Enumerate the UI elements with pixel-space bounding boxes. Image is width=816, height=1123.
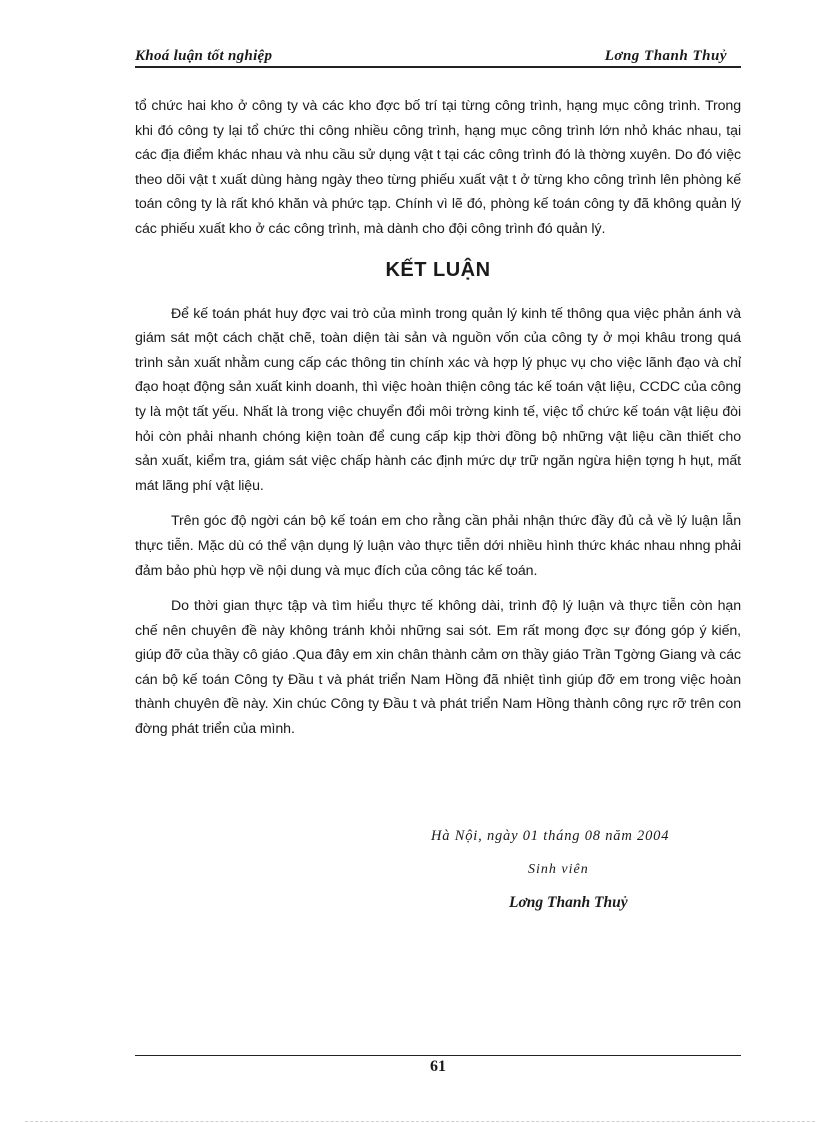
signoff-role: Sinh viên (528, 862, 589, 877)
signoff-date: Hà Nội, ngày 01 tháng 08 năm 2004 (431, 828, 670, 844)
page-number: 61 (430, 1058, 446, 1075)
document-body (135, 94, 741, 742)
footer-divider (135, 1055, 741, 1056)
intro-paragraph: tổ chức hai kho ở công ty và các kho đợc bố trí tại từng công trình, hạng mục công trình. Trong khi đó công ty lại tổ chức thi công nhiều công trình, hạng mục công trình lớn nhỏ khác nhau, tại các địa điểm khác nhau và nhu cầu sử dụng vật t tại các công trình đó là thờng xuyên. Do đó việc theo dõi vật t xuất dùng hàng ngày theo từng phiếu xuất vật t ở từng kho công trình lên phòng kế toán công ty là rất khó khăn và phức tạp. Chính vì lẽ đó, phòng kế toán công ty đã không quản lý các phiếu xuất kho ở các công trình, mà dành cho đội công trình đó quản lý. (135, 98, 741, 237)
page-header (135, 46, 741, 68)
page-break-line (25, 1121, 815, 1122)
signoff-name: Lơng Thanh Thuỷ (509, 894, 628, 911)
conclusion-paragraph-1: Để kế toán phát huy đợc vai trò của mình trong quản lý kinh tế thông qua việc phản ánh và giám sát một cách chặt chẽ, toàn diện tài sản và nguồn vốn của công ty ở mọi khâu trong quá trình sản xuất nhằm cung cấp các thông tin chính xác và hợp lý phục vụ cho việc lãnh đạo và chỉ đạo hoạt động sản xuất kinh doanh, thì việc hoàn thiện công tác kế toán vật liệu, CCDC của công ty là một tất yếu. Nhất là trong việc chuyển đổi môi trờng kinh tế, việc tổ chức kế toán vật liệu đòi hỏi còn phải nhanh chóng kiện toàn để cung cấp kịp thời đồng bộ những vật liệu cần thiết cho sản xuất, kiểm tra, giám sát việc chấp hành các định mức dự trữ ngăn ngừa hiện tợng h hụt, mất mát lãng phí vật liệu. (135, 305, 741, 494)
header-thesis-title: Khoá luận tốt nghiệp (135, 48, 273, 64)
conclusion-paragraph-3: Do thời gian thực tập và tìm hiểu thực tế không dài, trình độ lý luận và thực tiễn còn hạn chế nên chuyên đề này không tránh khỏi những sai sót. Em rất mong đợc sự đóng góp ý kiến, giúp đỡ của thầy cô giáo .Qua đây em xin chân thành cảm ơn thầy giáo Trần Tgờng Giang và các cán bộ kế toán Công ty Đầu t và phát triển Nam Hồng đã nhiệt tình giúp đỡ em trong việc hoàn thành chuyên đề này. Xin chúc Công ty Đầu t và phát triển Nam Hồng thành công rực rỡ trên con đờng phát triển của mình. (135, 598, 741, 738)
conclusion-paragraph-2: Trên góc độ ngời cán bộ kế toán em cho rằng cần phải nhận thức đầy đủ cả về lý luận lẫn thực tiễn. Mặc dù có thể vận dụng lý luận vào thực tiễn dới nhiều hình thức khác nhau nhng phải đảm bảo phù hợp về nội dung và mục đích của công tác kế toán. (135, 513, 741, 579)
header-author-name: Lơng Thanh Thuỷ (604, 48, 727, 64)
section-heading: KẾT LUẬN (385, 258, 491, 281)
